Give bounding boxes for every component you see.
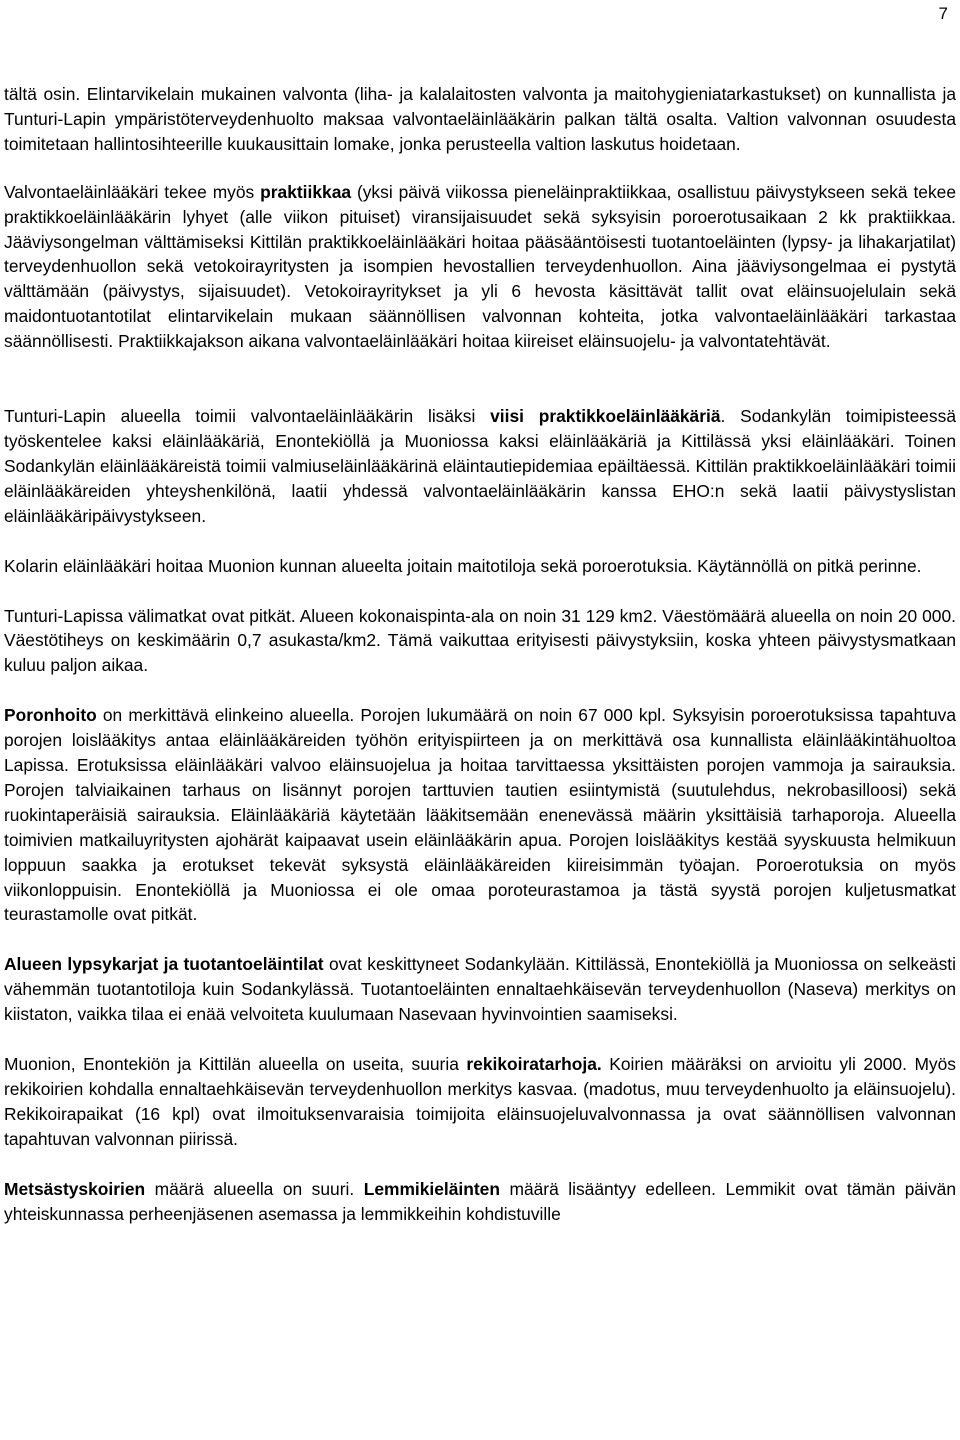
text-run: Tunturi-Lapin alueella toimii valvontaeläinlääkärin lisäksi [4, 406, 491, 427]
paragraph [4, 604, 956, 679]
paragraph [4, 404, 956, 529]
text-run: on merkittävä elinkeino alueella. Porojen lukumäärä on noin 67 000 kpl. Syksyisin poroerotuksissa tapahtuva porojen loislääkitys antaa eläinlääkäreiden työhön erityispiirteen ja on merkittävä osa kunnallista eläinlääkintähuoltoa Lapissa. Erotuksissa eläinlääkäri valvoo eläinsuojelua ja hoitaa tarvittaessa yksittäisten porojen vammoja ja sairauksia. Porojen talviaikainen tarhaus on lisännyt porojen tarttuvien tautien esiintymistä (suutulehdus, nekrobasilloosi) sekä ruokintaperäisiä sairauksia. Eläinlääkäriä käytetään lääkitsemään enenevässä määrin yksittäisiä tarhaporoja. Alueella toimivien matkailuyritysten ajohärät kaipaavat usein eläinlääkärin apua. Porojen loislääkitys kestää syyskuusta helmikuun loppuun saakka ja erotukset tekevät syksystä eläinlääkäreiden kiireisimmän työajan. Poroerotuksia on myös viikonloppuisin. Enontekiöllä ja Muoniossa ei ole omaa poroteurastamoa ja tästä syystä porojen kuljetusmatkat teurastamolle ovat pitkät. [4, 705, 956, 925]
text-run: (yksi päivä viikossa pieneläinpraktiikkaa, osallistuu päivystykseen sekä tekee praktikkoeläinlääkärin lyhyet (alle viikon pituiset) viransijaisuudet sekä syksyisin poroerotusaikaan 2 kk praktiikkaa. Jääviysongelman välttämiseksi Kittilän praktikkoeläinlääkäri hoitaa pääsääntöisesti tuotantoeläinten (lypsy- ja lihakarjatilat) terveydenhuollon sekä vetokoirayritysten ja isompien hevostallien terveydenhuollon. Aina jääviysongelmaa ei pystytä välttämään (päivystys, sijaisuudet). Vetokoirayritykset ja yli 6 hevosta käsittävät tallit ovat eläinsuojelulain sekä maidontuotantotilat elintarvikelain mukaan säännöllisen valvonnan kohteita, jotka valvontaeläinlääkäri tarkastaa säännöllisesti. Praktiikkajakson aikana valvontaeläinlääkäri hoitaa kiireiset eläinsuojelu- ja valvontatehtävät. [4, 181, 956, 352]
text-run: määrä alueella on suuri. [145, 1178, 364, 1199]
text-run: Kolarin eläinlääkäri hoitaa Muonion kunnan alueelta joitain maitotiloja sekä poroerotuksia. Käytännöllä on pitkä perinne. [4, 555, 922, 576]
paragraph [4, 554, 956, 579]
document-body [4, 82, 956, 1227]
bold-text: Poronhoito [4, 705, 97, 726]
paragraph [4, 82, 956, 157]
text-run: tältä osin. Elintarvikelain mukainen valvonta (liha- ja kalalaitosten valvonta ja maitohygieniatarkastukset) on kunnallista ja Tunturi-Lapin ympäristöterveydenhuolto maksaa valvontaeläinlääkärin palkan tältä osalta. Valtion valvonnan osuudesta toimitetaan hallintosihteerille kuukausittain lomake, jonka perusteella valtion laskutus hoidetaan. [4, 84, 956, 154]
bold-text: viisi praktikkoeläinlääkäriä [490, 406, 721, 427]
bold-text: Alueen lypsykarjat ja tuotantoeläintilat [4, 954, 324, 975]
text-run: Koirien määräksi on arvioitu yli 2000. Myös rekikoirien kohdalla ennaltaehkäisevän terveydenhuollon merkitys kasvaa. (madotus, muu terveydenhuolto ja eläinsuojelu). Rekikoirapaikat (16 kpl) ovat ilmoituksenvaraisia toimijoita eläinsuojeluvalvonnassa ja ovat säännöllisen valvonnan tapahtuvan valvonnan piirissä. [4, 1054, 956, 1149]
paragraph [4, 180, 956, 354]
text-run: ovat keskittyneet Sodankylään. Kittilässä, Enontekiöllä ja Muoniossa on selkeästi vähemmän tuotantotiloja kuin Sodankylässä. Tuotantoeläinten ennaltaehkäisevän terveydenhuollon (Naseva) merkitys on kiistaton, vaikka tilaa ei enää velvoiteta kuulumaan Nasevaan hyvinvointien saamiseksi. [4, 954, 956, 1025]
text-run: määrä lisääntyy edelleen. Lemmikit ovat tämän päivän yhteiskunnassa perheenjäsenen asemassa ja lemmikkeihin kohdistuville [4, 1178, 956, 1224]
paragraph [4, 1177, 956, 1227]
bold-text: Metsästyskoirien [4, 1178, 146, 1199]
text-run: Muonion, Enontekiön ja Kittilän alueella on useita, suuria [4, 1054, 467, 1075]
bold-text: praktiikkaa [260, 181, 352, 202]
paragraph [4, 703, 956, 927]
bold-text: rekikoiratarhoja. [466, 1054, 602, 1075]
bold-text: Lemmikieläinten [363, 1178, 500, 1199]
text-run: Tunturi-Lapissa välimatkat ovat pitkät. Alueen kokonaispinta-ala on noin 31 129 km2. Väestömäärä alueella on noin 20 000. Väestötiheys on keskimäärin 0,7 asukasta/km2. Tämä vaikuttaa erityisesti päivystyksiin, koska yhteen päivystysmatkaan kuluu paljon aikaa. [4, 605, 956, 676]
text-run: Valvontaeläinlääkäri tekee myös [4, 181, 261, 202]
paragraph [4, 952, 956, 1027]
text-run: . Sodankylän toimipisteessä työskentelee kaksi eläinlääkäriä, Enontekiöllä ja Muoniossa kaksi eläinlääkäriä ja Kittilässä yksi eläinlääkäri. Toinen Sodankylän eläinlääkäreistä toimii valmiuseläinlääkärinä eläintautiepidemiaa epäiltäessä. Kittilän praktikkoeläinlääkäri toimii eläinlääkäreiden yhteyshenkilönä, laatii yhdessä valvontaeläinlääkärin kanssa EHO:n sekä laatii päivystyslistan eläinlääkäripäivystykseen. [4, 406, 956, 526]
paragraph [4, 1052, 956, 1152]
page-number: 7 [938, 4, 948, 23]
